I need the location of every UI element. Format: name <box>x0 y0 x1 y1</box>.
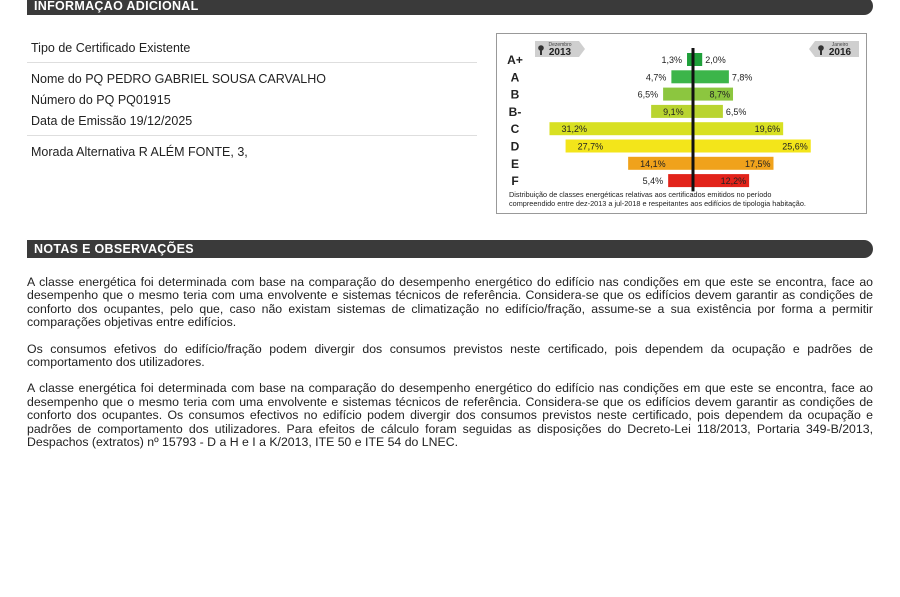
value-right-D: 25,6% <box>782 141 808 152</box>
bar-left-A <box>671 70 693 83</box>
class-label-A+: A+ <box>507 53 523 67</box>
notes-paragraph-2: Os consumos efetivos do edifício/fração podem divergir dos consumos previstos neste certificado, pois dependem da ocupação e padrões de comportamento dos utilizadores. <box>27 341 873 370</box>
header-left-badge-pin-icon <box>538 45 544 51</box>
energy-class-chart-svg <box>497 34 866 213</box>
alternative-address: Morada Alternativa R ALÉM FONTE, 3, <box>31 145 248 159</box>
pq-name: Nome do PQ PEDRO GABRIEL SOUSA CARVALHO <box>31 72 327 86</box>
value-left-D: 27,7% <box>577 141 604 152</box>
value-left-A+: 1,3% <box>661 55 683 65</box>
bar-right-B- <box>693 105 723 118</box>
issue-date: Data de Emissão 19/12/2025 <box>31 114 193 128</box>
value-right-C: 19,6% <box>754 124 781 135</box>
value-right-F: 12,2% <box>720 176 747 187</box>
value-left-E: 14,1% <box>640 158 666 169</box>
class-label-B: B <box>510 87 520 102</box>
value-right-A: 7,8% <box>731 72 753 83</box>
header-right-badge-pin-icon-stem <box>820 50 822 55</box>
bar-left-F <box>668 174 693 187</box>
class-label-C: C <box>510 122 520 137</box>
header-right-badge-pin-icon <box>818 45 824 51</box>
value-left-F: 5,4% <box>642 176 664 187</box>
header-left-badge-pin-icon-stem <box>540 50 542 55</box>
bar-left-B <box>663 88 693 101</box>
value-left-B: 6,5% <box>637 89 659 100</box>
header-left-badge-month: Dezembro <box>548 42 572 48</box>
value-right-E: 17,5% <box>744 158 771 169</box>
divider <box>27 135 477 136</box>
value-left-B-: 9,1% <box>663 106 684 117</box>
value-right-B-: 6,5% <box>725 106 747 117</box>
header-right-badge-year: 2016 <box>828 47 852 58</box>
class-label-E: E <box>510 156 520 171</box>
class-label-D: D <box>510 139 520 154</box>
chart-caption-line-1: Distribuição de classes energéticas relativas aos certificados emitidos no período <box>509 190 772 199</box>
certificate-type: Tipo de Certificado Existente <box>31 41 191 55</box>
section-header-informacao-adicional: INFORMAÇÃO ADICIONAL <box>27 0 873 15</box>
chart-caption-line-2: compreendido entre dez-2013 a jul-2018 e respeitantes aos edifícios de tipologia habitação. <box>509 199 806 208</box>
bar-right-A <box>693 70 729 83</box>
value-left-A: 4,7% <box>645 72 667 83</box>
class-label-B-: B- <box>508 104 522 119</box>
value-right-A+: 2,0% <box>705 55 726 65</box>
energy-class-distribution-chart <box>496 33 867 214</box>
notes-body <box>27 276 873 462</box>
notes-paragraph-1: A classe energética foi determinada com base na comparação do desempenho energético do edifício nas condições em que este se encontra, face ao desempenho que o mesmo teria com uma envolvente e sistemas técnicos de referência. Considera-se que os edifícios devem garantir as condições de conforto dos ocupantes, pelo que, caso não existam sistemas de climatização no edifício/fração, assume-se a sua existência por forma a permitir comparações objetivas entre edifícios. <box>27 275 873 330</box>
header-left-badge-year: 2013 <box>548 47 572 58</box>
divider <box>27 62 477 63</box>
center-axis-line <box>692 48 695 191</box>
header-right-badge-month: Janeiro <box>831 42 849 48</box>
class-label-F: F <box>511 174 519 189</box>
notes-paragraph-3: A classe energética foi determinada com base na comparação do desempenho energético do edifício nas condições em que este se encontra, face ao desempenho que o mesmo teria com uma envolvente e sistemas técnicos de referência. Considera-se que os edifícios devem garantir as condições de conforto dos ocupantes. Os consumos efectivos no edifício podem divergir dos consumos previstos neste certificado, pois dependem da ocupação e padrões de comportamento dos utilizadores. Para efeitos de cálculo foram seguidas as disposições do Decreto-Lei 118/2013, Portaria 349-B/2013, Despachos (extratos) nº 15793 - D a H e I a K/2013, ITE 50 e ITE 54 do LNEC. <box>27 381 873 450</box>
section-header-notas-observacoes: NOTAS E OBSERVAÇÕES <box>27 240 873 258</box>
value-right-B: 8,7% <box>709 89 731 100</box>
value-left-C: 31,2% <box>561 124 588 135</box>
class-label-A: A <box>510 70 520 85</box>
pq-number: Número do PQ PQ01915 <box>31 93 171 107</box>
